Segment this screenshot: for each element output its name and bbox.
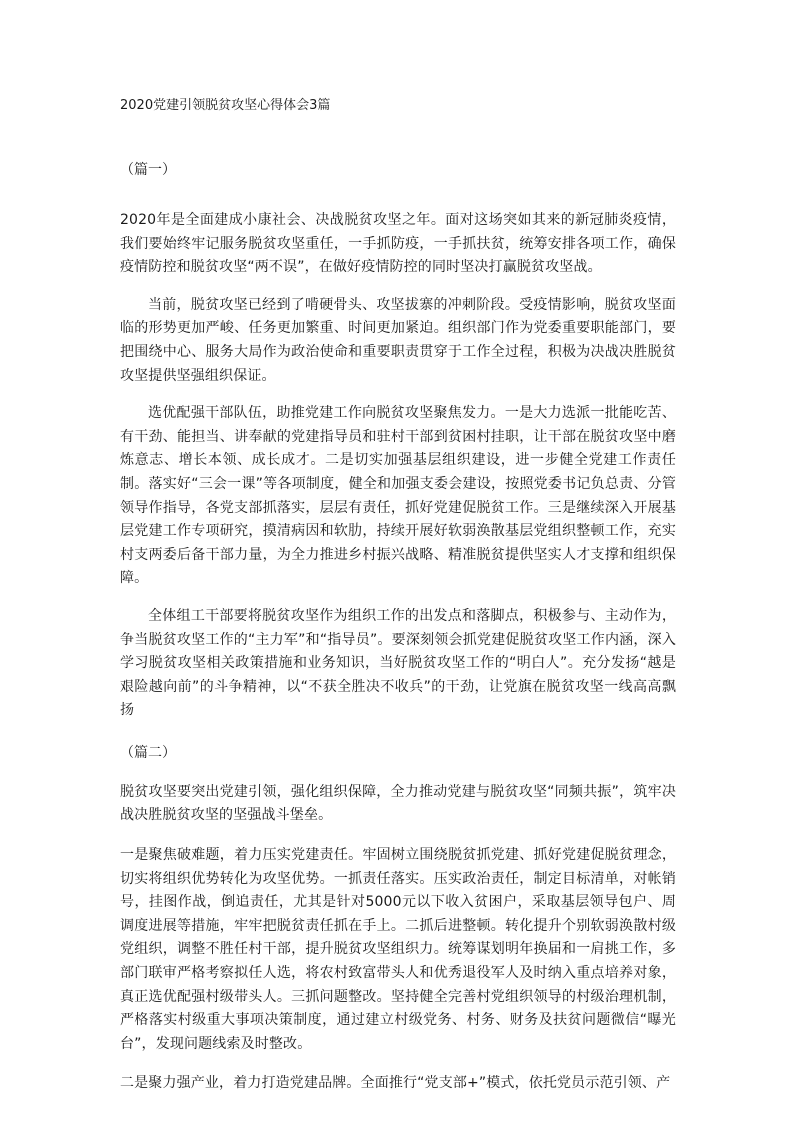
paragraph-2-1: 脱贫攻坚要突出党建引领，强化组织保障，全力推动党建与脱贫攻坚“同频共振”，筑牢决战决胜脱贫攻坚的坚强战斗堡垒。	[120, 783, 676, 824]
paragraph-1-3: 选优配强干部队伍，助推党建工作向脱贫攻坚聚焦发力。一是大力选派一批能吃苦、有干劲、能担当、讲奉献的党建指导员和驻村干部到贫困村挂职，让干部在脱贫攻坚中磨炼意志、增长本领、成长成才。二是切实加强基层组织建设，进一步健全党建工作责任制。落实好“三会一课”等各项制度，健全和加强支委会建设，按照党委书记负总责、分管领导作指导，各党支部抓落实，层层有责任，抓好党建促脱贫工作。三是继续深入开展基层党建工作专项研究，摸清病因和软肋，持续开展好软弱涣散基层党组织整顿工作，充实村支两委后备干部力量，为全力推进乡村振兴战略、精准脱贫提供坚实人才支撑和组织保障。	[120, 405, 676, 587]
paragraph-1-4: 全体组工干部要将脱贫攻坚作为组织工作的出发点和落脚点，积极参与、主动作为，争当脱贫攻坚工作的“主力军”和“指导员”。要深刻领会抓党建促脱贫攻坚工作内涵，深入学习脱贫攻坚相关政策措施和业务知识，当好脱贫攻坚工作的“明白人”。充分发扬“越是艰险越向前”的斗争精神，以“不获全胜决不收兵”的干劲，让党旗在脱贫攻坚一线高高飘扬	[120, 607, 676, 719]
paragraph-2-3: 二是聚力强产业，着力打造党建品牌。全面推行“党支部+”模式，依托党员示范引领、产	[120, 1075, 671, 1092]
section-label-2: （篇二）	[120, 744, 176, 761]
section-label-1: （篇一）	[120, 162, 176, 178]
paragraph-1-2: 当前，脱贫攻坚已经到了啃硬骨头、攻坚拔寨的冲刺阶段。受疫情影响，脱贫攻坚面临的形势更加严峻、任务更加繁重、时间更加紧迫。组织部门作为党委重要职能部门，要把围绕中心、服务大局作为政治使命和重要职责贯穿于工作全过程，积极为决战决胜脱贫攻坚提供坚强组织保证。	[120, 296, 676, 384]
document-title: 2020党建引领脱贫攻坚心得体会3篇	[120, 98, 331, 113]
paragraph-1-1: 2020年是全面建成小康社会、决战脱贫攻坚之年。面对这场突如其来的新冠肺炎疫情，我们要始终牢记服务脱贫攻坚重任，一手抓防疫，一手抓扶贫，统筹安排各项工作，确保疫情防控和脱贫攻坚“两不误”，在做好疫情防控的同时坚决打赢脱贫攻坚战。	[120, 212, 676, 276]
paragraph-2-2: 一是聚焦破难题，着力压实党建责任。牢固树立围绕脱贫抓党建、抓好党建促脱贫理念，切实将组织优势转化为攻坚优势。一抓责任落实。压实政治责任，制定目标清单，对帐销号，挂图作战，倒追责任，尤其是针对5000元以下收入贫困户，采取基层领导包户、周调度进展等措施，牢牢把脱贫责任抓在手上。二抓后进整顿。转化提升个别软弱涣散村级党组织，调整不胜任村干部，提升脱贫攻坚组织力。统筹谋划明年换届和一肩挑工作，多部门联审严格考察拟任人选，将农村致富带头人和优秀退役军人及时纳入重点培养对象，真正选优配强村级带头人。三抓问题整改。坚持健全完善村党组织领导的村级治理机制，严格落实村级重大事项决策制度，通过建立村级党务、村务、财务及扶贫问题微信“曝光台”，发现问题线索及时整改。	[120, 847, 676, 1052]
document-body	[120, 96, 676, 1096]
